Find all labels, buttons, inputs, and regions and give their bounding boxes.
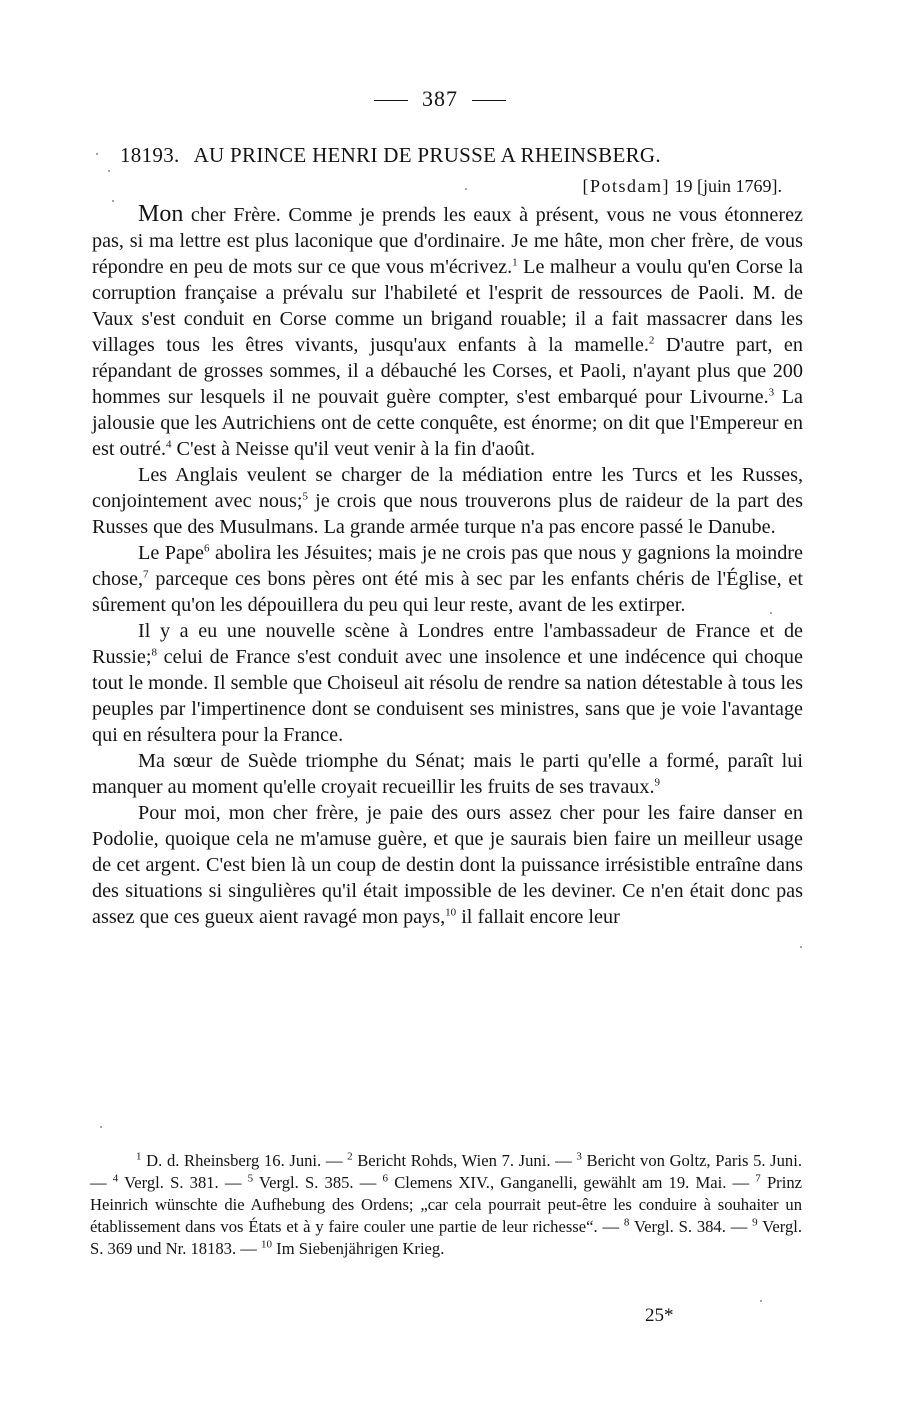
- body-paragraph: [92, 748, 803, 800]
- footnote-marker: 4: [166, 438, 172, 451]
- footnote-marker: 10: [261, 1238, 273, 1251]
- text-run: C'est à Neisse qu'il veut venir à la fin d'août.: [171, 438, 536, 460]
- scan-speck: [465, 188, 467, 190]
- text-run: La jalousie que les Autrichiens ont de cette conquête, est énorme; on dit que l'Empereur en est outré.: [92, 386, 803, 460]
- text-run: il fallait encore leur: [456, 906, 620, 928]
- footnote-marker: 6: [204, 542, 210, 555]
- footnote-marker: 4: [112, 1172, 119, 1185]
- text-run: celui de France s'est conduit avec une insolence et une indécence qui choque tout le monde. Il semble que Choiseul ait résolu de rendre sa nation détestable à tous les peuples par l'impertinence dont se conduisent ses ministres, sans que je voie l'avantage qui en résultera pour la France.: [92, 646, 803, 746]
- scan-speck: [108, 170, 110, 172]
- page-number-line: [0, 86, 880, 112]
- footnote-paragraph: [90, 1150, 802, 1260]
- text-run: Clemens XIV., Ganganelli, gewählt am 19. Mai. —: [388, 1173, 756, 1192]
- scan-speck: [770, 612, 772, 614]
- text-run: Bericht Rohds, Wien 7. Juni. —: [352, 1151, 577, 1170]
- footnote-marker: 1: [512, 256, 518, 269]
- text-run: je crois que nous trouverons plus de raideur de la part des Russes que des Musulmans. La grande armée turque n'a pas encore passé le Danube.: [92, 490, 803, 538]
- text-run: Ma sœur de Suède triomphe du Sénat; mais le parti qu'elle a formé, paraît lui manquer au moment qu'elle croyait recueillir les fruits de ses travaux.: [92, 750, 803, 798]
- text-run: Vergl. S. 385. —: [253, 1173, 383, 1192]
- text-run: Les Anglais veulent se charger de la médiation entre les Turcs et les Russes, conjointement avec nous;: [92, 464, 803, 512]
- salutation-opening: Mon: [138, 201, 184, 227]
- left-dash: [374, 100, 408, 101]
- footnote-marker: 8: [623, 1216, 630, 1229]
- dateline: [400, 176, 782, 197]
- footnote-marker: 7: [755, 1172, 761, 1185]
- text-run: Le Pape: [138, 542, 205, 564]
- footnote-marker: 8: [151, 646, 157, 659]
- text-run: parceque ces bons pères ont été mis à sec par les enfants chéris de l'Église, et sûrement qu'on les dépouillera du peu qui leur reste, avant de les extirper.: [92, 568, 803, 616]
- text-run: Im Siebenjährigen Krieg.: [272, 1239, 445, 1258]
- text-run: Bericht von Goltz, Paris 5. Juni. —: [90, 1151, 802, 1192]
- text-run: D'autre part, en répandant de grosses sommes, il a débauché les Corses, et Paoli, n'ayant plus que 200 hommes sur lesquels il ne pouvait guère compter, s'est embarqué pour Livourne.: [92, 334, 803, 408]
- signature-mark: 25*: [645, 1305, 674, 1326]
- footnote-marker: 9: [654, 776, 661, 789]
- footnote-marker: 3: [768, 386, 775, 399]
- scan-speck: [100, 1126, 102, 1128]
- text-run: Pour moi, mon cher frère, je paie des ours assez cher pour les faire danser en Podolie, quoique cela ne m'amuse guère, et que je saurais bien faire un meilleur usage de cet argent. C'est bien là un coup de destin dont la puissance irrésistible entraîne dans des situations si singulières qu'il était impossible de les deviner. Ce n'en était donc pas assez que ces gueux aient ravagé mon pays,: [92, 802, 803, 928]
- footnote-marker: 2: [347, 1150, 353, 1163]
- footnote-marker: 1: [136, 1150, 142, 1163]
- scan-speck: [800, 946, 802, 948]
- page-number: 387: [422, 86, 458, 111]
- text-run: Vergl. S. 384. —: [629, 1217, 753, 1236]
- footnote-marker: 5: [302, 490, 308, 503]
- footnote-marker: 9: [752, 1216, 758, 1229]
- body-paragraph: [92, 618, 803, 748]
- scan-speck: [112, 200, 114, 202]
- text-run: D. d. Rheinsberg 16. Juni. —: [141, 1151, 348, 1170]
- text-run: abolira les Jésuites; mais je ne crois pas que nous y gagnions la moindre chose,: [92, 542, 803, 590]
- text-run: Vergl. S. 369 und Nr. 18183. —: [90, 1217, 802, 1258]
- footnote-marker: 10: [445, 906, 457, 919]
- letter-body: [92, 201, 803, 930]
- text-run: Le malheur a voulu qu'en Corse la corruption française a prévalu sur l'habileté et l'esprit de ressources de Paoli. M. de Vaux s'est conduit en Corse comme un brigand rouable; il a fait massacrer dans les villages tous les êtres vivants, jusqu'aux enfants à la mamelle.: [92, 256, 803, 356]
- footnote-marker: 3: [576, 1150, 582, 1163]
- text-run: cher Frère. Comme je prends les eaux à présent, vous ne vous étonnerez pas, si ma lettre est plus laconique que d'ordinaire. Je me hâte, mon cher frère, de vous répondre en peu de mots sur ce que vous m'écrivez.: [92, 204, 803, 278]
- body-paragraph: [92, 462, 803, 540]
- right-dash: [472, 100, 506, 101]
- footnote-marker: 2: [648, 334, 655, 347]
- footnotes: [90, 1150, 802, 1260]
- text-run: Il y a eu une nouvelle scène à Londres entre l'ambassadeur de France et de Russie;: [92, 620, 803, 668]
- footnote-marker: 5: [247, 1172, 254, 1185]
- dateline-place: [Potsdam]: [582, 176, 670, 196]
- letter-heading: [120, 143, 800, 168]
- letter-number: 18193.: [120, 143, 180, 167]
- dateline-date: 19 [juin 1769].: [674, 176, 782, 196]
- scan-speck: [96, 153, 98, 155]
- scan-speck: [760, 1300, 762, 1302]
- body-paragraph: [92, 800, 803, 930]
- body-paragraph: [92, 540, 803, 618]
- footnote-marker: 6: [382, 1172, 389, 1185]
- body-paragraph: [92, 201, 803, 462]
- text-run: Vergl. S. 381. —: [118, 1173, 248, 1192]
- text-run: Prinz Heinrich wünschte die Aufhebung des Ordens; „car cela pourrait peut-être les conduire à souhaiter un établissement dans vos États et à y faire couler une partie de leur richesse“. —: [90, 1173, 802, 1236]
- letter-title: AU PRINCE HENRI DE PRUSSE A RHEINSBERG.: [193, 143, 661, 167]
- footnote-marker: 7: [143, 568, 149, 581]
